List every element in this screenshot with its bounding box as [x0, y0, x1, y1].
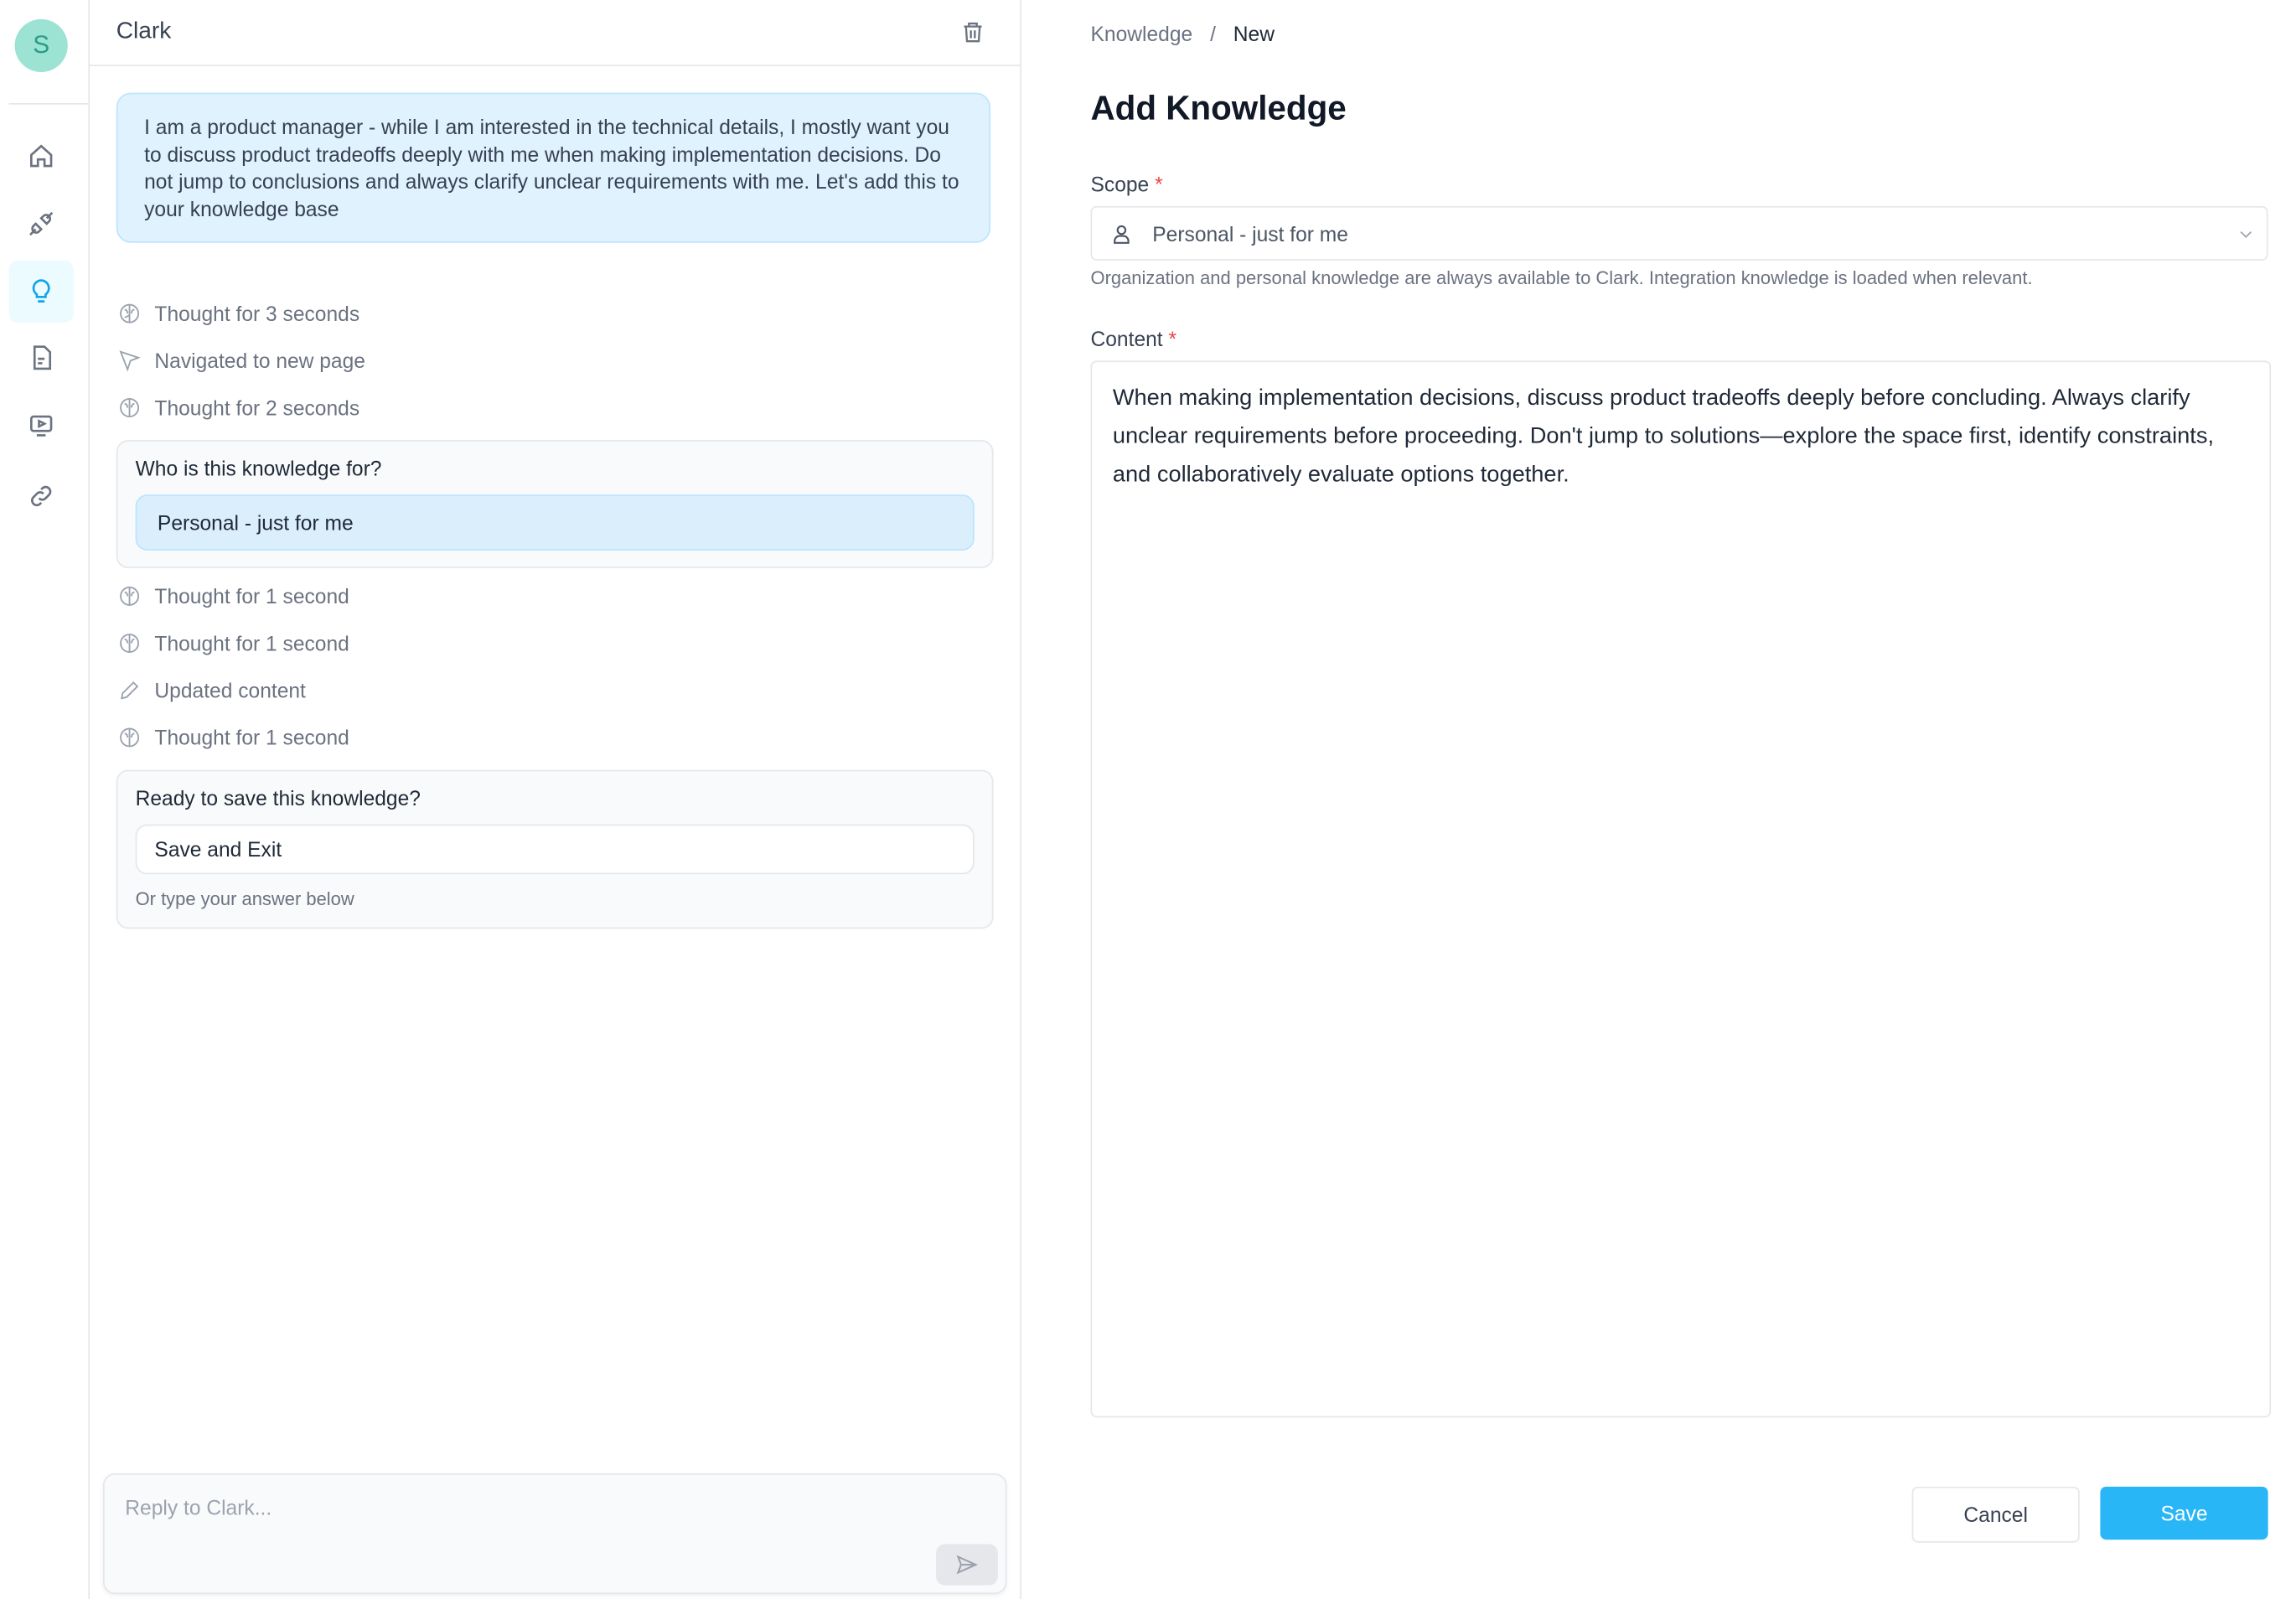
step-item[interactable]	[118, 584, 349, 608]
step-label: Thought for 3 seconds	[154, 302, 360, 326]
brain-icon	[118, 584, 142, 608]
document-icon	[28, 344, 54, 371]
answer-hint: Or type your answer below	[135, 888, 354, 910]
content-label-text: Content	[1090, 326, 1163, 351]
step-label: Updated content	[154, 678, 306, 702]
question-prompt: Who is this knowledge for?	[135, 456, 382, 480]
send-icon	[955, 1553, 979, 1576]
sidebar-item-videos[interactable]	[9, 395, 74, 457]
chevron-down-icon	[2237, 225, 2255, 242]
required-mark: *	[1155, 172, 1163, 196]
question-card-scope	[116, 440, 994, 568]
sidebar-item-integrations[interactable]	[9, 193, 74, 255]
breadcrumb-separator: /	[1210, 22, 1216, 46]
scope-hint: Organization and personal knowledge are always available to Clark. Integration knowledge is loaded when relevant.	[1090, 267, 2033, 289]
page-title: Add Knowledge	[1090, 88, 1347, 127]
lightbulb-icon	[28, 278, 54, 305]
navigation-arrow-icon	[118, 349, 142, 372]
avatar[interactable]	[15, 19, 68, 72]
step-item[interactable]	[118, 631, 349, 655]
breadcrumb-current: New	[1233, 22, 1275, 46]
chat-header	[90, 0, 1020, 66]
question-card-save	[116, 770, 994, 929]
brain-icon	[118, 302, 142, 325]
save-button[interactable]: Save	[2100, 1487, 2268, 1539]
chat-panel	[90, 0, 1021, 1599]
content-textarea[interactable]: When making implementation decisions, discuss product tradeoffs deeply before concluding. Always clarify unclear requirements before proceeding. Don't jump to solutions—explore the space first, identify constraints, and collaboratively evaluate options together.	[1090, 360, 2271, 1417]
sidebar-item-documents[interactable]	[9, 327, 74, 389]
required-mark: *	[1168, 326, 1177, 351]
step-item[interactable]	[118, 302, 360, 325]
step-item[interactable]	[118, 726, 349, 749]
send-button[interactable]	[936, 1544, 998, 1585]
scope-label	[1090, 172, 1162, 195]
scope-select[interactable]	[1090, 206, 2268, 261]
sidebar-item-links[interactable]	[9, 465, 74, 527]
sidebar	[0, 0, 90, 1599]
answer-option-selected[interactable]: Personal - just for me	[136, 494, 975, 551]
scope-label-text: Scope	[1090, 172, 1150, 196]
step-item[interactable]	[118, 679, 306, 702]
main-panel	[1021, 0, 2296, 1599]
step-label: Navigated to new page	[154, 349, 365, 373]
step-label: Thought for 1 second	[154, 631, 349, 655]
brain-icon	[118, 726, 142, 749]
trash-icon[interactable]	[961, 21, 985, 44]
step-item[interactable]	[118, 396, 360, 419]
brain-icon	[118, 631, 142, 655]
scope-value: Personal - just for me	[1152, 221, 1348, 246]
brain-icon	[118, 396, 142, 419]
sidebar-item-knowledge[interactable]	[9, 261, 74, 323]
breadcrumb	[1090, 22, 1274, 45]
reply-box[interactable]	[103, 1473, 1006, 1594]
breadcrumb-knowledge[interactable]: Knowledge	[1090, 22, 1193, 46]
cancel-button[interactable]: Cancel	[1912, 1487, 2080, 1543]
avatar-initial: S	[33, 30, 50, 60]
link-icon	[28, 483, 54, 510]
sidebar-item-home[interactable]	[9, 125, 74, 187]
user-message: I am a product manager - while I am interested in the technical details, I mostly want you to discuss product tradeoffs deeply with me when making implementation decisions. Do not jump to conclusions and always clarify unclear requirements with me. Let's add this to your knowledge base	[116, 93, 990, 243]
reply-input[interactable]: Reply to Clark...	[125, 1495, 272, 1519]
step-label: Thought for 1 second	[154, 725, 349, 750]
divider	[9, 103, 89, 105]
video-icon	[28, 412, 54, 439]
user-icon	[1109, 221, 1133, 245]
step-label: Thought for 1 second	[154, 584, 349, 608]
pencil-icon	[118, 679, 142, 702]
step-item[interactable]	[118, 349, 365, 372]
chat-title: Clark	[116, 18, 172, 44]
home-icon	[28, 142, 54, 169]
plug-icon	[28, 210, 54, 237]
step-label: Thought for 2 seconds	[154, 396, 360, 420]
save-and-exit-option[interactable]: Save and Exit	[136, 825, 975, 875]
content-label	[1090, 327, 1176, 350]
question-prompt: Ready to save this knowledge?	[135, 785, 421, 810]
